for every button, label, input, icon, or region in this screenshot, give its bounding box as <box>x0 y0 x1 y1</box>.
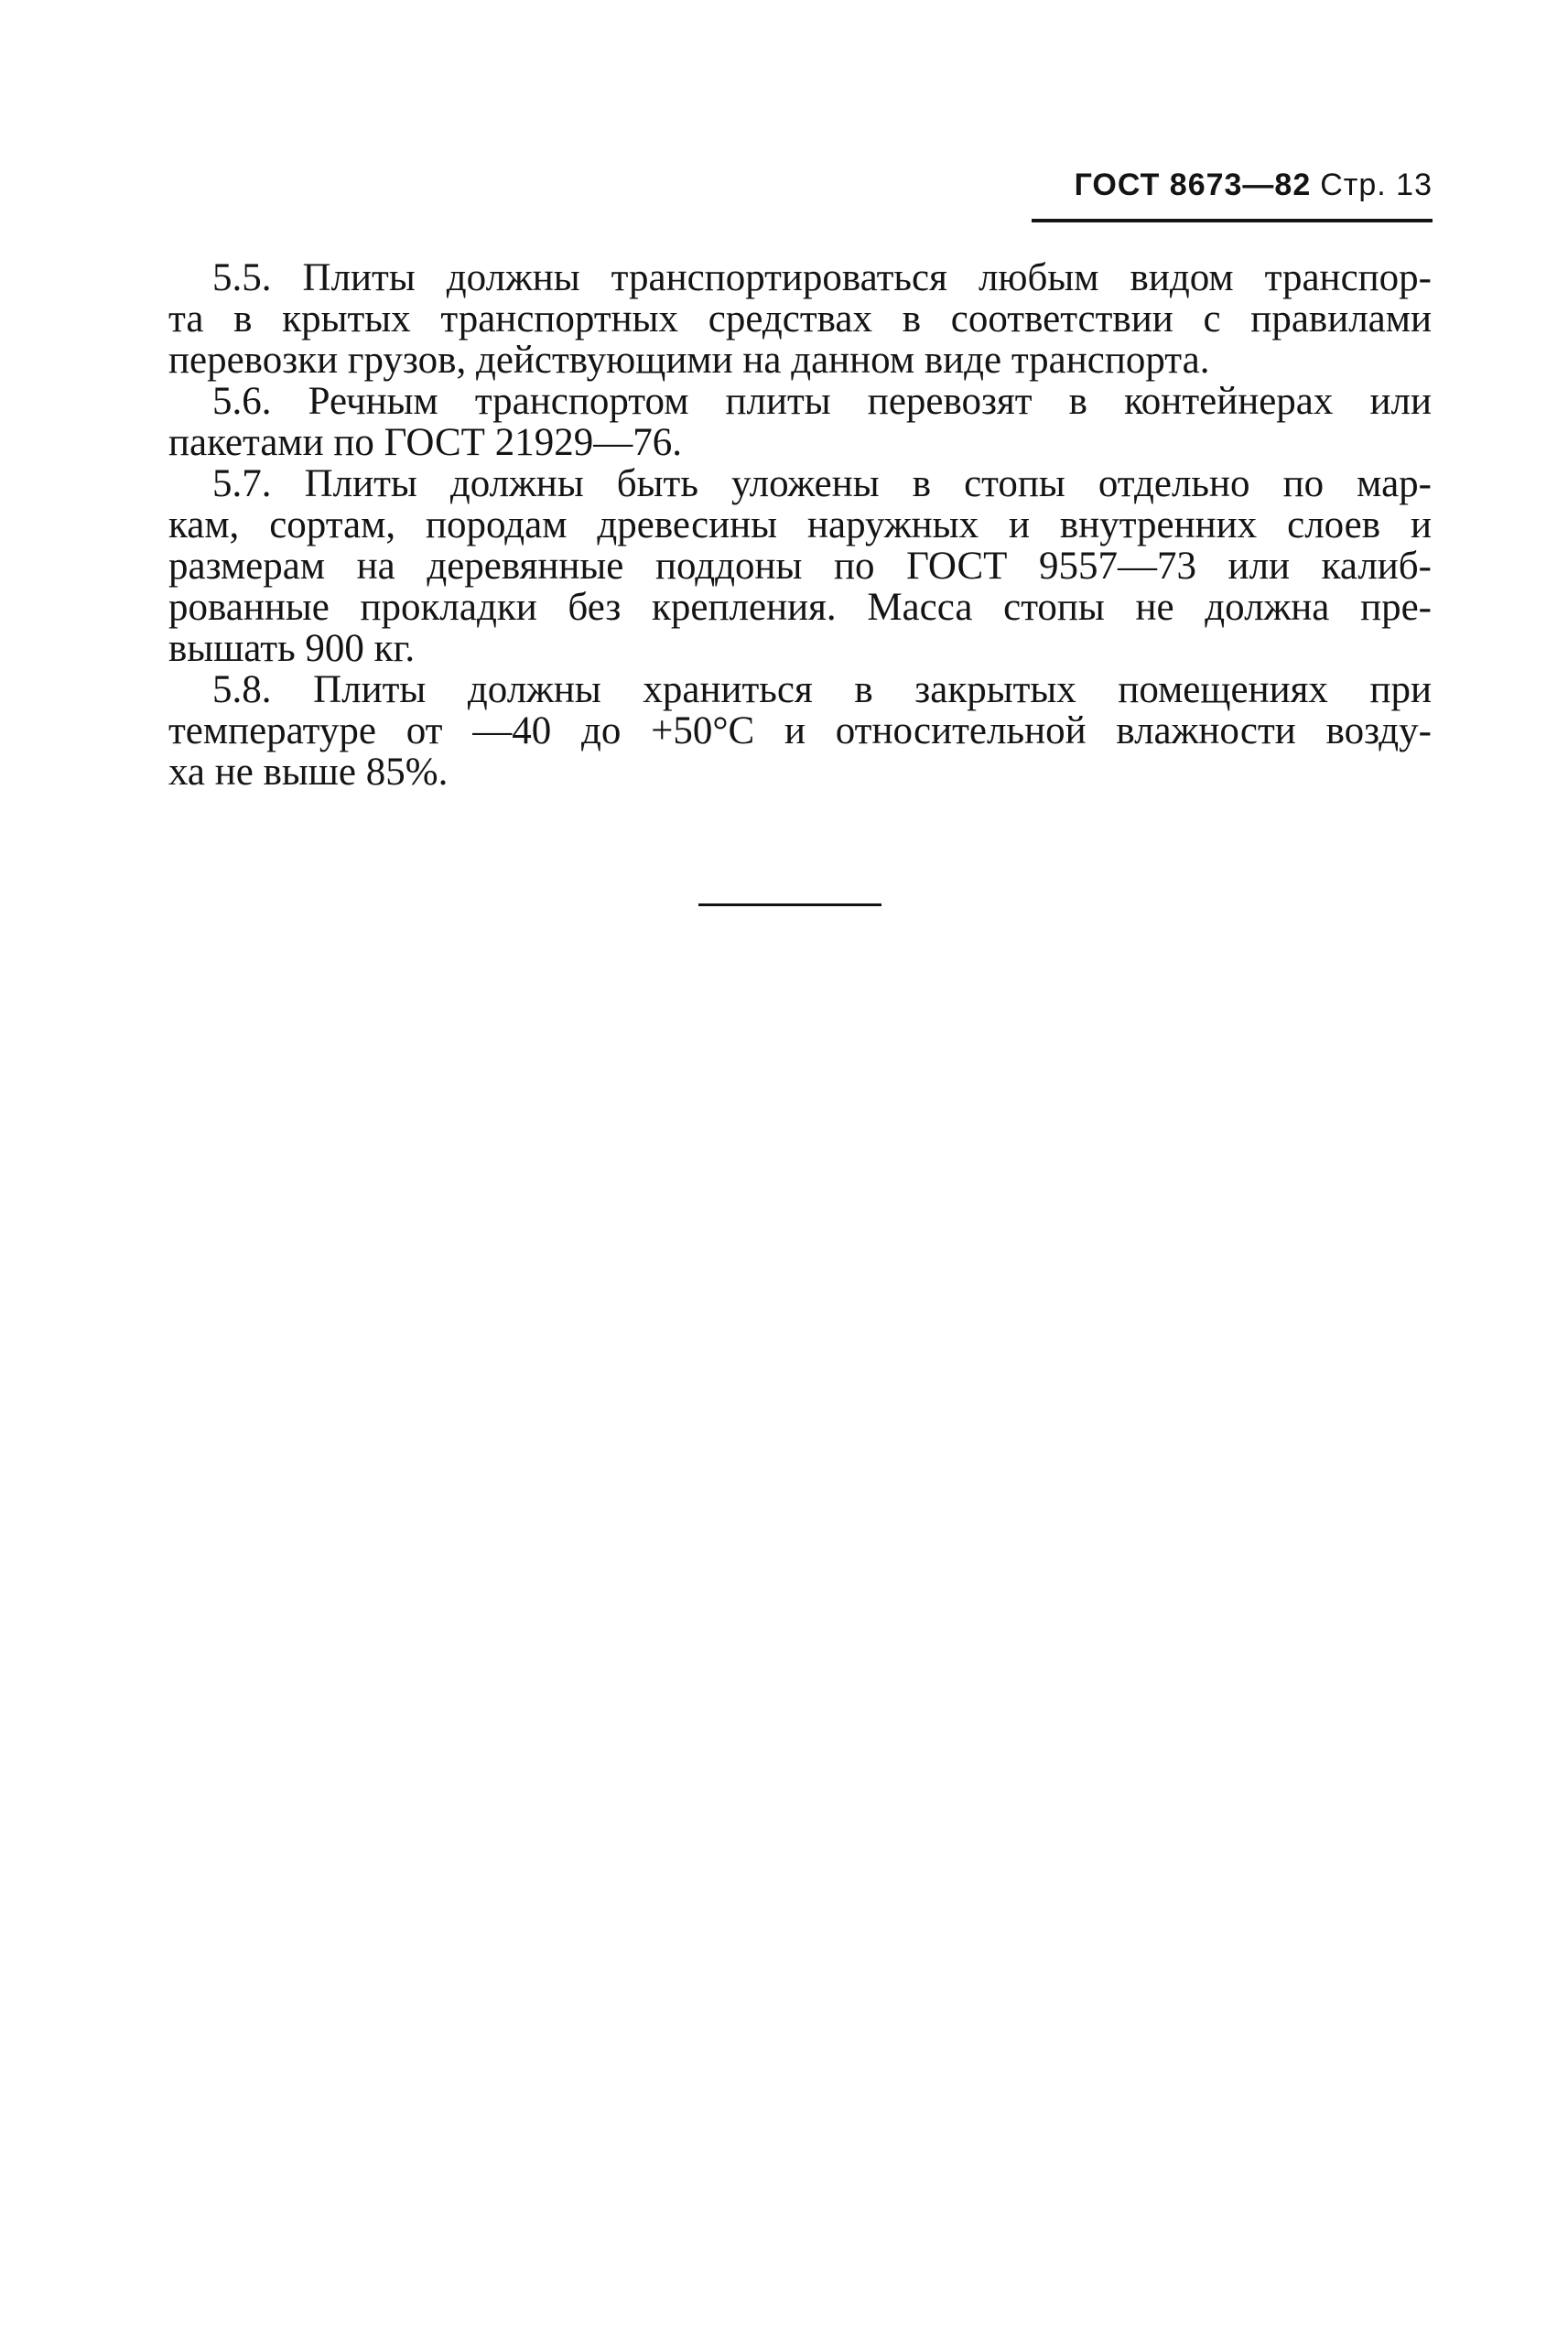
paragraph-5-5 <box>168 257 1432 381</box>
paragraph-line: размерам на деревянные поддоны по ГОСТ 9557—73 или калиб- <box>168 545 1432 588</box>
paragraph-5-8 <box>168 669 1432 793</box>
paragraph-line: 5.5. Плиты должны транспортироваться любым видом транспор- <box>212 256 1432 299</box>
paragraph-line: температуре от —40 до +50°С и относительной влажности возду- <box>168 709 1432 752</box>
paragraph-line: перевозки грузов, действующими на данном виде транспорта. <box>168 339 1210 382</box>
paragraph-line: ха не выше 85%. <box>168 751 449 794</box>
page-header <box>1075 168 1433 203</box>
paragraph-line: кам, сортам, породам древесины наружных и внутренних слоев и <box>168 503 1432 546</box>
paragraph-line: рованные прокладки без крепления. Масса стопы не должна пре- <box>168 586 1432 629</box>
header-rule <box>1032 219 1433 222</box>
end-of-text-rule <box>698 903 881 906</box>
paragraph-5-6 <box>168 381 1432 463</box>
paragraph-5-7 <box>168 463 1432 669</box>
paragraph-line: вышать 900 кг. <box>168 627 416 670</box>
paragraph-line: 5.7. Плиты должны быть уложены в стопы отдельно по мар- <box>212 462 1432 505</box>
paragraph-line: пакетами по ГОСТ 21929—76. <box>168 421 682 464</box>
section-5-text <box>168 257 1432 793</box>
paragraph-line: 5.6. Речным транспортом плиты перевозят в контейнерах или <box>212 380 1432 423</box>
paragraph-line: та в крытых транспортных средствах в соответствии с правилами <box>168 297 1432 341</box>
paragraph-line: 5.8. Плиты должны храниться в закрытых помещениях при <box>212 668 1432 711</box>
page-number: Стр. 13 <box>1320 168 1433 202</box>
standard-code: ГОСТ 8673—82 <box>1074 168 1312 202</box>
